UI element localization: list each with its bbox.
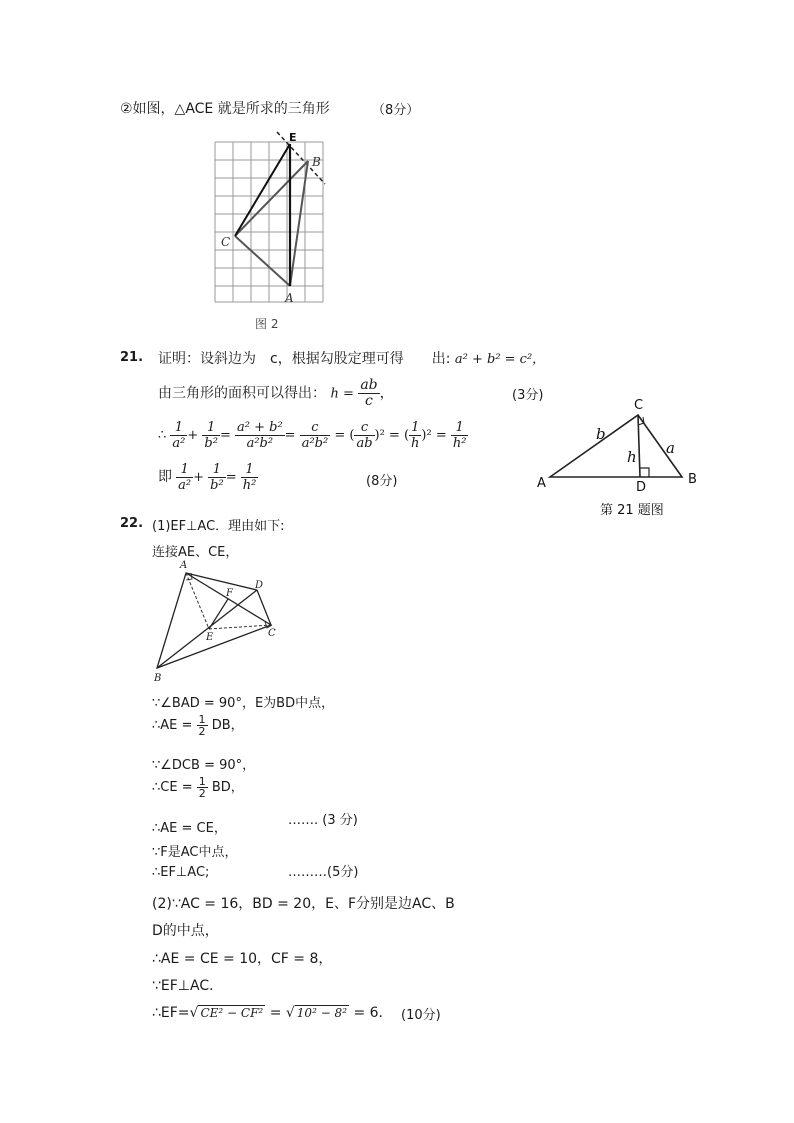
frac-1-a2: $\frac{1}{\text{a²}}$ [172, 420, 186, 451]
p22-part2-l1: (2)∵AC = 16，BD = 20，E、F分别是边AC、B [152, 896, 455, 912]
frac-1-h2: $\frac{1}{\text{h²}}$ [452, 420, 467, 451]
p21-line2: 由三角形的面积可以得出： h = $\frac{ab}{c}$ ， [158, 377, 394, 409]
p21-line1-text: 证明：设斜边为 c，根据勾股定理可得 出: [158, 351, 451, 367]
p22-score-5: ………(5分) [288, 865, 359, 880]
p20-score: （8分） [372, 103, 420, 118]
label-E: E [206, 632, 214, 643]
frac-half-1: $\frac{1}{2}$ [198, 713, 206, 738]
frac-c: $\frac{c}{\text{a²b²}}$ [301, 420, 329, 451]
p21-h-frac: $\frac{ab}{c}$ [360, 377, 378, 409]
frac-half-2: $\frac{1}{2}$ [198, 775, 206, 800]
label-C: C [634, 398, 644, 413]
therefore-symbol: ∴ [158, 428, 167, 443]
p22-part2-l2: D的中点， [152, 923, 219, 939]
diag-BD [157, 590, 257, 668]
sqrt-ce-cf: CE² − CF² [200, 1006, 264, 1020]
label-A: A [285, 291, 294, 305]
p20-line [120, 98, 330, 118]
label-C: C [221, 235, 231, 249]
seg-AE [186, 573, 209, 629]
p21-pythag: a² + b² = c²， [454, 352, 546, 367]
p22-s3: ∵∠DCB = 90°， [152, 758, 256, 773]
p22-number: 22. [120, 516, 144, 531]
p21-score-8: (8分) [366, 474, 398, 489]
fig2-caption: 图 2 [255, 317, 279, 331]
label-F: F [226, 588, 233, 599]
label-E: E [289, 131, 297, 144]
p22-p2-s2: ∵EF⊥AC． [152, 978, 224, 994]
frac-sum: $\frac{\text{a² + b²}}{\text{a²b²}}$ [237, 420, 283, 451]
p21-number: 21. [120, 350, 144, 365]
p21-equation: ∴ $\frac{1}{\text{a²}}$ + $\frac{1}{\text{b²}}$ = $\frac{\text{a² + b²}}{\text{a²b²}}$ = $\frac{c}{\text{a²b²}}$ = ( $\frac{c}{ab}$ )² = ( $\frac{1}{h}$ )² = $\frac{1}{\text{h²}}$ [158, 420, 467, 451]
p21-line4: 即 $\frac{1}{\text{a²}}$ + $\frac{1}{\text{b²}}$ = $\frac{1}{\text{h²}}$ [158, 462, 257, 493]
label-a: a [666, 439, 675, 457]
frac-1-b2-b: $\frac{1}{\text{b²}}$ [210, 462, 224, 493]
p22-part1-title: (1)EF⊥AC．理由如下: [152, 519, 285, 534]
label-D: D [255, 580, 264, 591]
label-B: B [688, 472, 697, 487]
label-h: h [627, 448, 637, 466]
p21-score-3: (3分) [512, 388, 544, 403]
sqrt-10-8: 10² − 8² [296, 1006, 348, 1020]
p22-score-3: ……. (3 分) [288, 813, 358, 828]
frac-1-h2-b: $\frac{1}{\text{h²}}$ [242, 462, 257, 493]
label-b: b [596, 425, 606, 443]
p22-p2-s3: ∴EF=√ CE² − CF² = √ 10² − 8² = 6． [152, 1005, 393, 1021]
triangle-ABC [550, 415, 682, 477]
p20-text: ②如图，△ACE 就是所求的三角形 [120, 101, 330, 117]
label-D: D [636, 480, 647, 495]
p21-line2-text: 由三角形的面积可以得出： [158, 385, 326, 402]
label-B: B [312, 155, 321, 169]
p21-h-eq: h = [330, 386, 354, 402]
label-B: B [154, 673, 162, 683]
p22-quad-figure [150, 558, 285, 683]
p22-connect: 连接AE、CE， [152, 545, 239, 560]
seg-EF [209, 599, 228, 629]
p22-s1: ∵∠BAD = 90°，E为BD中点， [152, 696, 335, 711]
p21-line1 [158, 348, 545, 368]
frac-1-h: $\frac{1}{h}$ [411, 420, 420, 451]
p22-score-10: (10分) [401, 1008, 441, 1023]
frac-c-ab: $\frac{c}{ab}$ [356, 420, 373, 451]
frac-1-a2-b: $\frac{1}{\text{a²}}$ [178, 462, 192, 493]
p22-s7: ∴EF⊥AC; [152, 865, 210, 880]
label-A: A [537, 476, 546, 491]
p21-triangle-figure [530, 395, 710, 520]
frac-1-b2: $\frac{1}{\text{b²}}$ [204, 420, 218, 451]
p22-p2-s1: ∴AE = CE = 10，CF = 8， [152, 951, 333, 967]
p22-s6: ∵F是AC中点， [152, 845, 238, 860]
p22-s4: ∴CE = $\frac{1}{2}$ BD， [152, 775, 244, 800]
label-C: C [268, 628, 276, 639]
fig21-caption: 第 21 题图 [600, 503, 664, 518]
p22-s2: ∴AE = $\frac{1}{2}$ DB， [152, 713, 244, 738]
label-A: A [180, 560, 188, 571]
p22-s5: ∴AE = CE， [152, 821, 227, 836]
right-angle-D [640, 468, 649, 477]
p20-grid-figure [205, 128, 340, 338]
